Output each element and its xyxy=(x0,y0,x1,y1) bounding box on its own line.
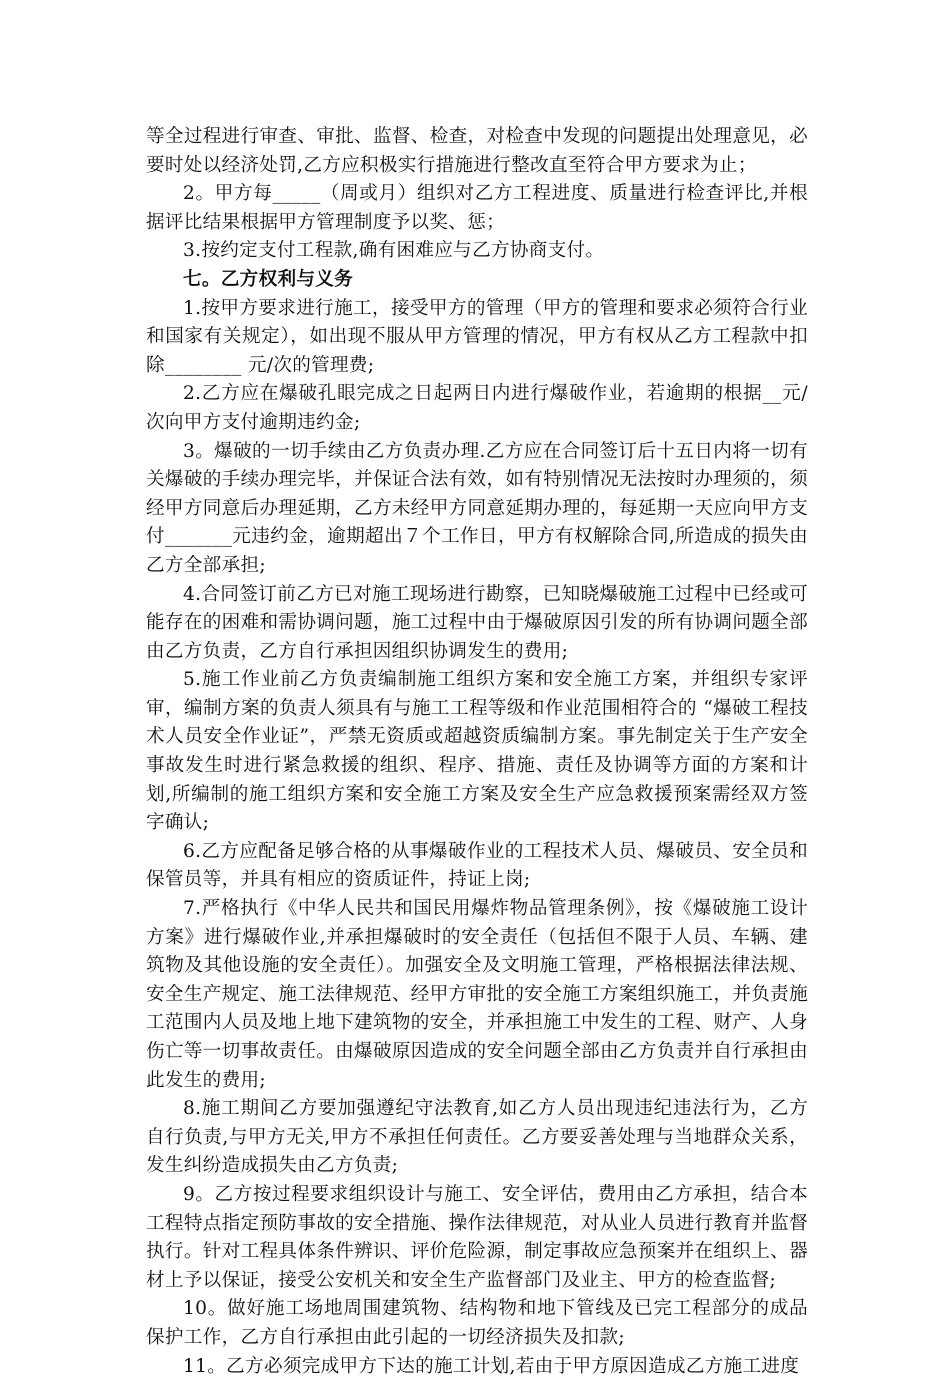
paragraph-payment: 3.按约定支付工程款,确有困难应与乙方协商支付。 xyxy=(183,240,605,262)
clause-item-10: 10。做好施工场地周围建筑物、结构物和地下管线及已完工程部分的成品保护工作，乙方自行承担由此引起的一切经济损失及扣款; xyxy=(146,1298,808,1348)
paragraph-inspection-rating: 2。甲方每_____（周或月）组织对乙方工程进度、质量进行检查评比,并根据评比结果根据甲方管理制度予以奖、惩； xyxy=(146,183,808,233)
paragraph-oversight-continuation: 等全过程进行审查、审批、监督、检查，对检查中发现的问题提出处理意见，必要时处以经济处罚,乙方应积极实行措施进行整改直至符合甲方要求为止； xyxy=(146,126,808,176)
clause-item-5: 5.施工作业前乙方负责编制施工组织方案和安全施工方案，并组织专家评审，编制方案的负责人须具有与施工工程等级和作业范围相符合的 “爆破工程技术人员安全作业证”，严禁无资质或超越资质编制方案。事先制定关于生产安全事故发生时进行紧急救援的组织、程序、措施、责任及协调等方面的方案和计划,所编制的施工组织方案和安全施工方案及安全生产应急救援预案需经双方签字确认; xyxy=(146,669,808,834)
clause-item-6: 6.乙方应配备足够合格的从事爆破作业的工程技术人员、爆破员、安全员和保管员等，并具有相应的资质证件，持证上岗; xyxy=(146,840,808,891)
clause-item-7: 7.严格执行《中华人民共和国民用爆炸物品管理条例》，按《爆破施工设计方案》进行爆破作业,并承担爆破时的安全责任（包括但不限于人员、车辆、建筑物及其他设施的安全责任）。加强安全及文明施工管理，严格根据法律法规、安全生产规定、施工法律规范、经甲方审批的安全施工方案组织施工，并负责施工范围内人员及地上地下建筑物的安全，并承担施工中发生的工程、财产、人身伤亡等一切事故责任。由爆破原因造成的安全问题全部由乙方负责并自行承担由此发生的费用; xyxy=(146,898,808,1091)
clause-item-4: 4.合同签订前乙方已对施工现场进行勘察，已知晓爆破施工过程中已经或可能存在的困难和需协调问题，施工过程中由于爆破原因引发的所有协调问题全部由乙方负责，乙方自行承担因组织协调发生的费用; xyxy=(146,583,808,662)
clause-item-8: 8.施工期间乙方要加强遵纪守法教育,如乙方人员出现违纪违法行为，乙方自行负责,与甲方无关,甲方不承担任何责任。乙方要妥善处理与当地群众关系，发生纠纷造成损失由乙方负责; xyxy=(146,1098,808,1177)
clause-item-1: 1.按甲方要求进行施工，接受甲方的管理（甲方的管理和要求必须符合行业和国家有关规定），如出现不服从甲方管理的情况，甲方有权从乙方工程款中扣除________ 元/次的管理费; xyxy=(146,297,808,376)
clause-item-2: 2.乙方应在爆破孔眼完成之日起两日内进行爆破作业，若逾期的根据__元/次向甲方支付逾期违约金; xyxy=(146,383,808,433)
section-heading-party-b-rights: 七。乙方权利与义务 xyxy=(183,268,354,290)
clause-item-9: 9。乙方按过程要求组织设计与施工、安全评估，费用由乙方承担，结合本工程特点指定预防事故的安全措施、操作法律规范，对从业人员进行教育并监督执行。针对工程具体条件辨识、评价危险源，制定事故应急预案并在组织上、器材上予以保证，接受公安机关和安全生产监督部门及业主、甲方的检查监督; xyxy=(146,1183,808,1291)
clause-item-11: 11。乙方必须完成甲方下达的施工计划,若由于甲方原因造成乙方施工进度 xyxy=(183,1355,800,1377)
document-page xyxy=(146,123,808,1381)
clause-item-3: 3。爆破的一切手续由乙方负责办理.乙方应在合同签订后十五日内将一切有关爆破的手续办理完毕，并保证合法有效，如有特别情况无法按时办理须的，须经甲方同意后办理延期，乙方未经甲方同意延期办理的，每延期一天应向甲方支付_______元违约金，逾期超出７个工作日，甲方有权解除合同,所造成的损失由乙方全部承担; xyxy=(146,440,808,576)
